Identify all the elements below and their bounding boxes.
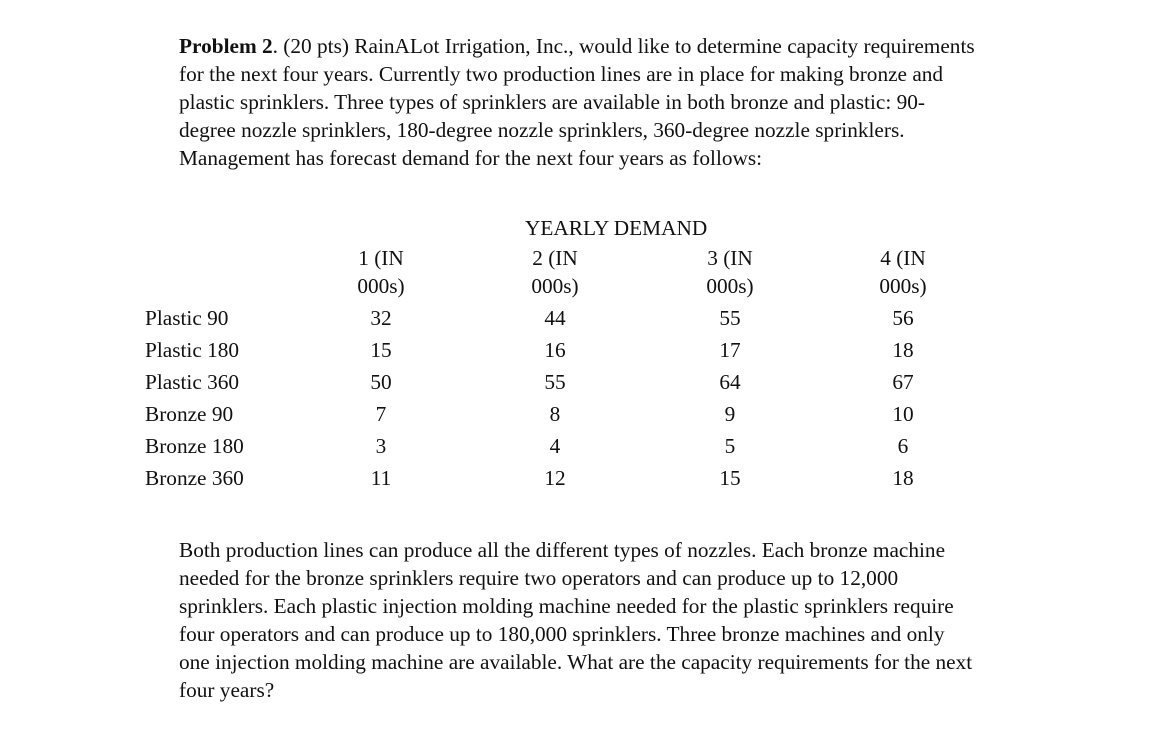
column-header-line1: 4 (IN — [880, 246, 926, 270]
table-cell: 67 — [892, 370, 914, 394]
outro-line-3: sprinklers. Each plastic injection molding machine needed for the plastic sprinklers require — [179, 594, 954, 618]
table-cell: 15 — [719, 466, 741, 490]
table-cell: 4 — [549, 434, 561, 458]
column-header-year-4 — [843, 244, 963, 300]
table-cell: 55 — [544, 370, 566, 394]
table-cell: 12 — [544, 466, 566, 490]
column-header-line2: 000s) — [706, 274, 754, 298]
outro-line-1: Both production lines can produce all the different types of nozzles. Each bronze machine — [179, 538, 946, 562]
table-cell: 17 — [719, 338, 741, 362]
column-header-year-1 — [321, 244, 441, 300]
intro-line-4: degree nozzle sprinklers, 180-degree nozzle sprinklers, 360-degree nozzle sprinklers. — [179, 118, 905, 142]
table-cell: 18 — [892, 466, 914, 490]
table-cell: 11 — [370, 466, 392, 490]
outro-line-5: one injection molding machine are available. What are the capacity requirements for the next — [179, 650, 973, 674]
table-cell: 9 — [724, 402, 736, 426]
table-cell: 16 — [544, 338, 566, 362]
problem-question-paragraph — [179, 536, 1099, 704]
problem-intro-paragraph — [179, 32, 1099, 172]
row-label-plastic-360: Plastic 360 — [145, 370, 240, 394]
table-cell: 64 — [719, 370, 741, 394]
column-header-line1: 2 (IN — [532, 246, 578, 270]
table-cell: 5 — [724, 434, 736, 458]
column-header-line2: 000s) — [531, 274, 579, 298]
column-header-year-2 — [495, 244, 615, 300]
row-label-plastic-90: Plastic 90 — [145, 306, 229, 330]
intro-line-3: plastic sprinklers. Three types of sprinklers are available in both bronze and plastic: 90- — [179, 90, 925, 114]
intro-line-1 — [179, 32, 1099, 60]
table-cell: 10 — [892, 402, 914, 426]
table-cell: 3 — [375, 434, 387, 458]
table-cell: 7 — [375, 402, 387, 426]
table-cell: 44 — [544, 306, 566, 330]
table-cell: 32 — [370, 306, 392, 330]
table-title: YEARLY DEMAND — [525, 216, 708, 240]
column-header-line2: 000s) — [879, 274, 927, 298]
column-header-line1: 1 (IN — [358, 246, 404, 270]
column-header-line1: 3 (IN — [707, 246, 753, 270]
table-cell: 18 — [892, 338, 914, 362]
intro-line-5: Management has forecast demand for the next four years as follows: — [179, 146, 763, 170]
row-label-bronze-180: Bronze 180 — [145, 434, 244, 458]
table-cell: 55 — [719, 306, 741, 330]
table-cell: 56 — [892, 306, 914, 330]
intro-line-1-text: . (20 pts) RainALot Irrigation, Inc., would like to determine capacity requirements — [272, 34, 975, 58]
outro-line-6: four years? — [179, 678, 275, 702]
column-header-year-3 — [670, 244, 790, 300]
column-header-line2: 000s) — [357, 274, 405, 298]
outro-line-2: needed for the bronze sprinklers require two operators and can produce up to 12,000 — [179, 566, 899, 590]
table-cell: 50 — [370, 370, 392, 394]
table-cell: 15 — [370, 338, 392, 362]
row-label-plastic-180: Plastic 180 — [145, 338, 240, 362]
intro-line-2: for the next four years. Currently two production lines are in place for making bronze and — [179, 62, 944, 86]
outro-line-4: four operators and can produce up to 180,000 sprinklers. Three bronze machines and only — [179, 622, 945, 646]
row-label-bronze-90: Bronze 90 — [145, 402, 234, 426]
table-cell: 8 — [549, 402, 561, 426]
row-label-bronze-360: Bronze 360 — [145, 466, 244, 490]
table-cell: 6 — [897, 434, 909, 458]
problem-heading: Problem 2 — [179, 34, 273, 58]
